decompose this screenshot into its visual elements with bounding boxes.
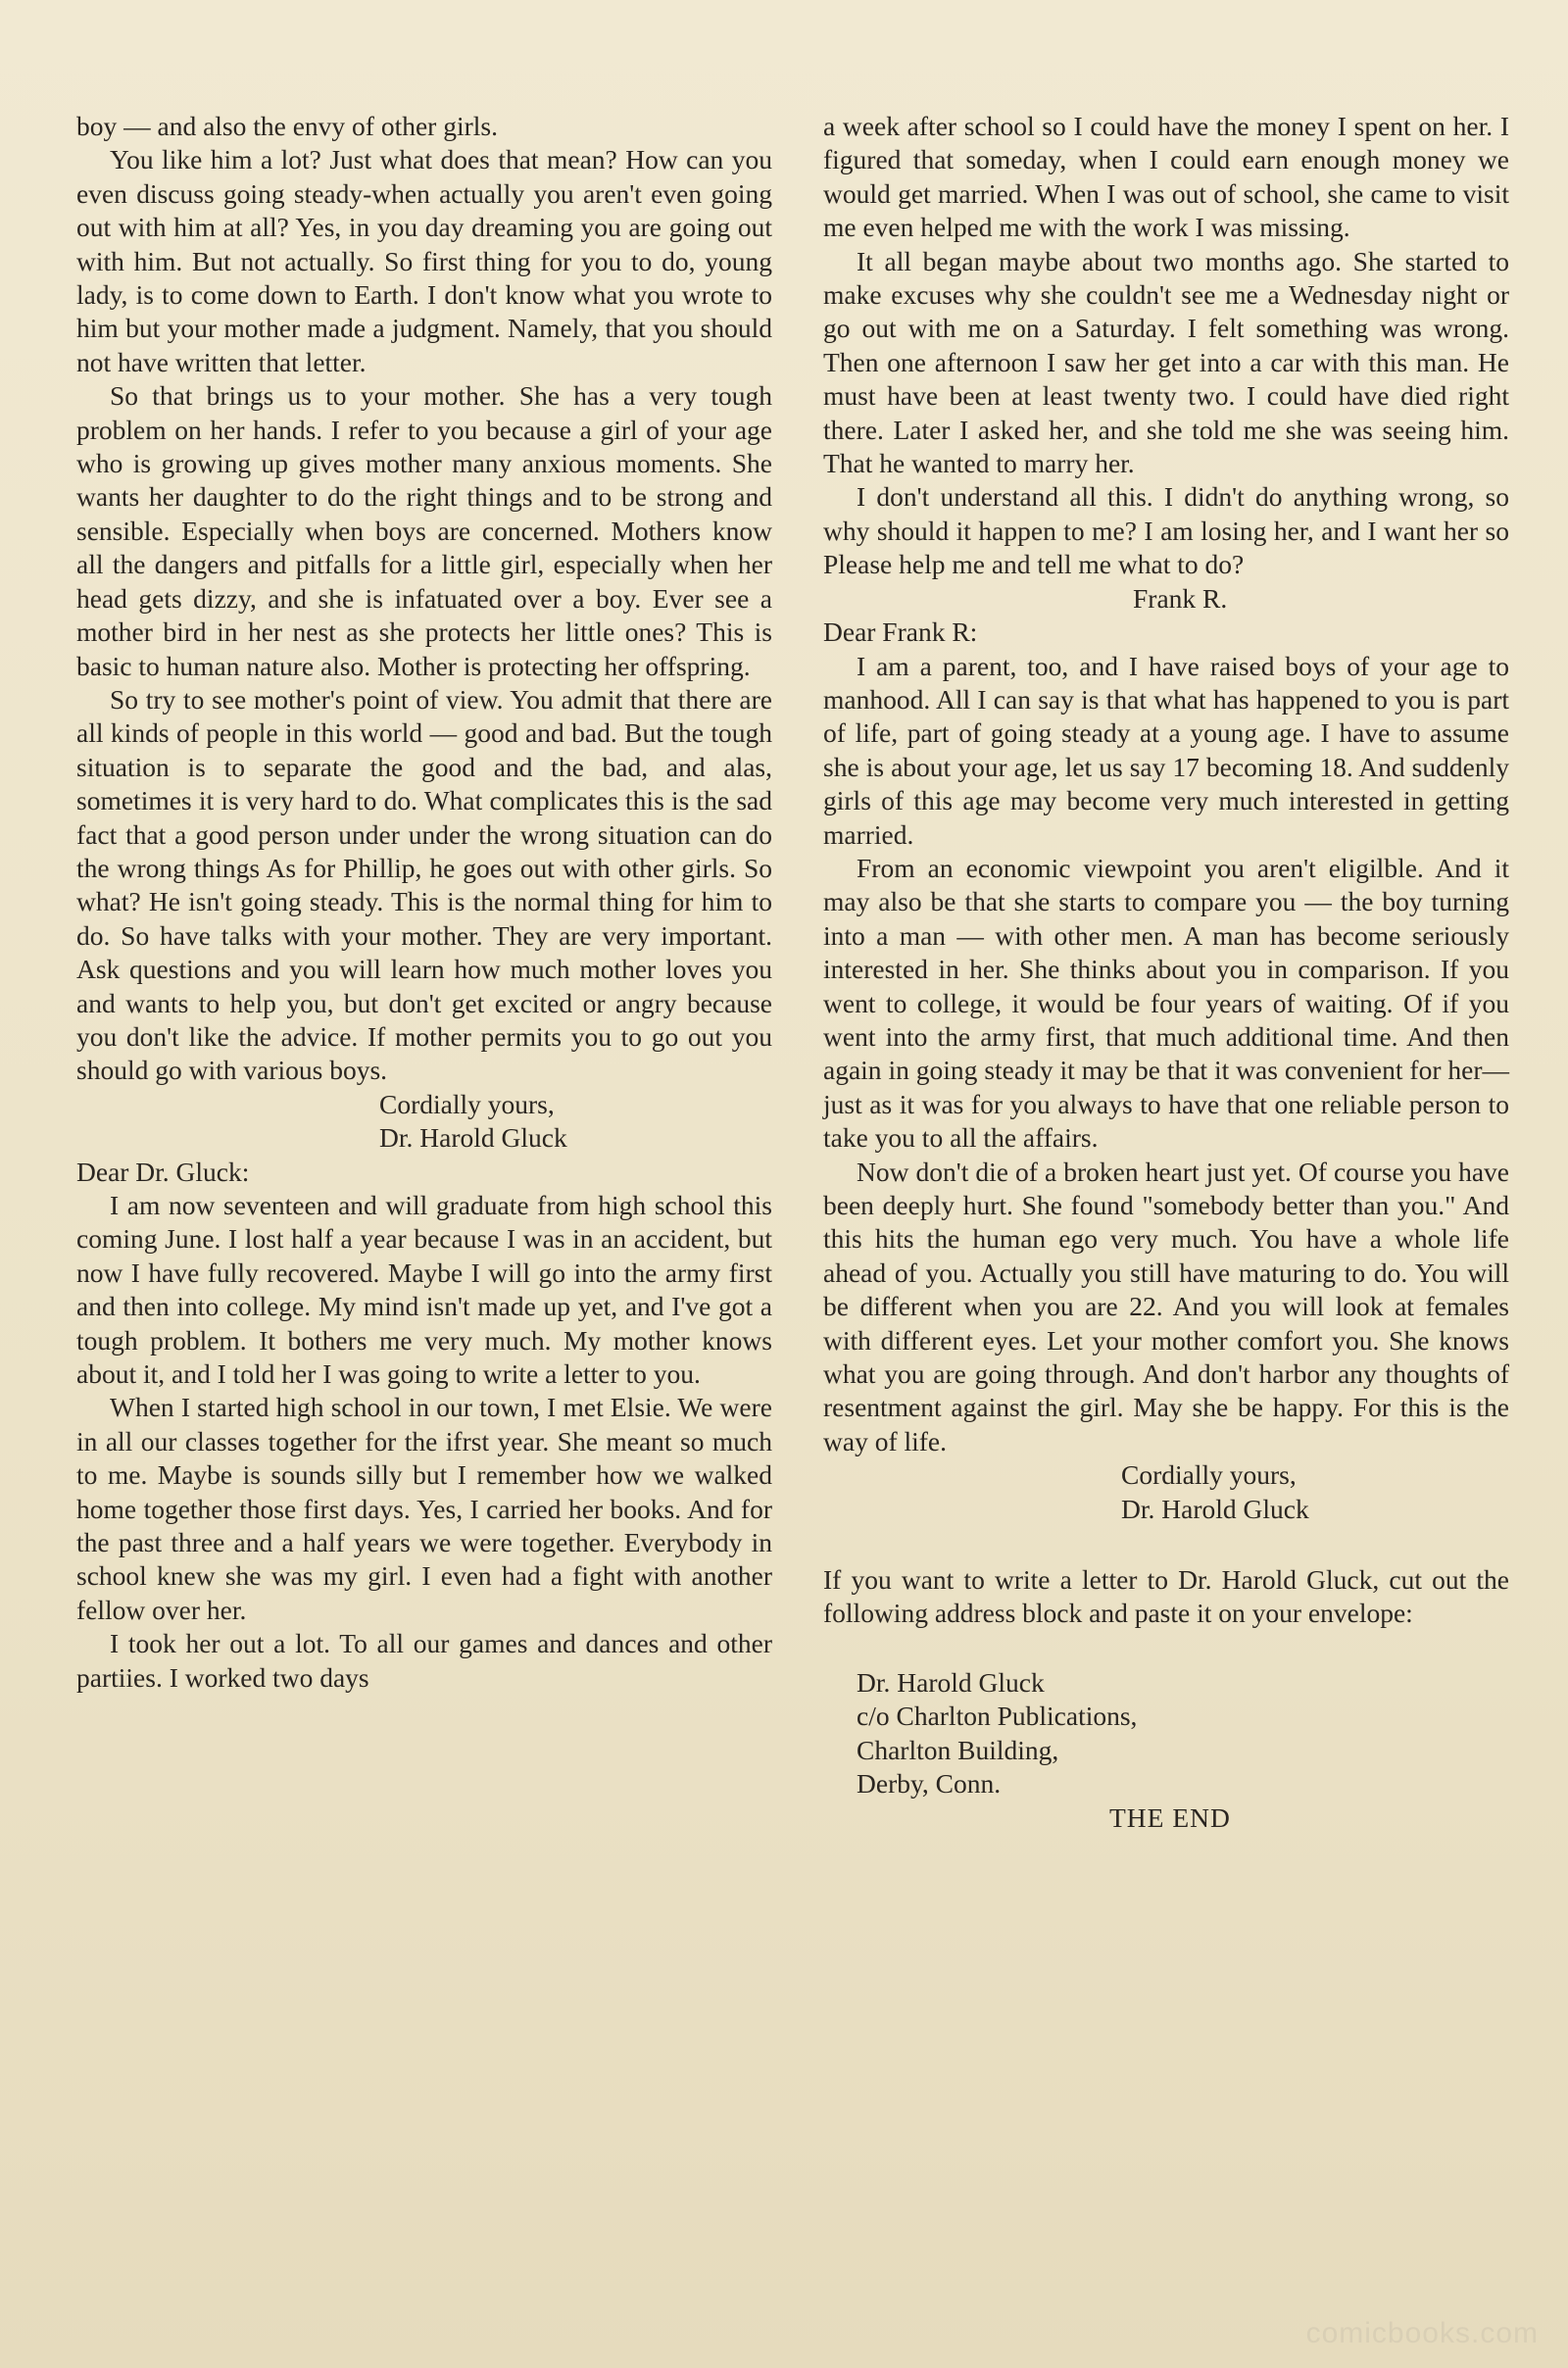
spacer: [823, 1526, 1509, 1563]
paragraph: I took her out a lot. To all our games and dances and other partiies. I worked two days: [76, 1628, 772, 1693]
address-line: Derby, Conn.: [857, 1768, 1002, 1800]
paragraph: So that brings us to your mother. She has a very tough problem on her hands. I refer to you because a girl of your age who is growing up gives mother many anxious moments. She wants her daughter to do the right things and to be strong and sensible. Especially when boys are concerned. Mothers know all the dangers and pitfalls for a little girl, especially when her head gets dizzy, and she is infatuated over a boy. Ever see a mother bird in her nest as she protects her little ones? This is basic to human nature also. Mother is protecting her offspring.: [76, 380, 772, 681]
paragraph: Now don't die of a broken heart just yet. Of course you have been deeply hurt. She found "somebody better than you." And this hits the human ego very much. You have a whole life ahead of you. Actually you still have maturing to do. You will be different when you are 22. And you will look at females with different eyes. Let your mother comfort you. She knows what you are going through. And don't harbor any thoughts of resentment against the girl. May she be happy. For this is the way of life.: [823, 1156, 1509, 1456]
paragraph: So try to see mother's point of view. You admit that there are all kinds of people in this world — good and bad. But the tough situation is to separate the good and the bad, and alas, sometimes it is very hard to do. What complicates this is the sad fact that a good person under under the wrong situation can do the wrong things As for Phillip, he goes out with other girls. So what? He isn't going steady. This is the normal thing for him to do. So have talks with your mother. They are very important. Ask questions and you will learn how much mother loves you and wants to help you, but don't get excited or angry because you don't like the advice. If mother permits you to go out you should go with various boys.: [76, 683, 772, 1086]
paragraph: I don't understand all this. I didn't do anything wrong, so why should it happen to me? I am losing her, and I want her so Please help me and tell me what to do?: [823, 481, 1509, 580]
paragraph: It all began maybe about two months ago. She started to make excuses why she couldn't see me a Wednesday night or go out with me on a Saturday. I felt something was wrong. Then one afternoon I saw her get into a car with this man. He must have been at least twenty two. I could have died right there. Later I asked her, and she told me she was seeing him. That he wanted to marry her.: [823, 245, 1509, 479]
paragraph: I am a parent, too, and I have raised boys of your age to manhood. All I can say is that what has happened to you is part of life, part of going steady at a young age. I have to assume she is about your age, let us say 17 becoming 18. And suddenly girls of this age may become very much interested in getting married.: [823, 650, 1509, 850]
signature: Dr. Harold Gluck: [379, 1122, 567, 1154]
salutation: Dear Dr. Gluck:: [76, 1156, 250, 1187]
address-line: c/o Charlton Publications,: [857, 1701, 1138, 1732]
letter-signoff: Frank R.: [1133, 582, 1228, 614]
salutation: Dear Frank R:: [823, 617, 978, 648]
signature: Dr. Harold Gluck: [1121, 1493, 1309, 1524]
right-column: [823, 110, 1509, 1835]
paragraph: You like him a lot? Just what does that mean? How can you even discuss going steady-when actually you aren't even going out with him at all? Yes, in you day dreaming you are going out with him. But not actually. So first thing for you to do, young lady, is to come down to Earth. I don't know what you wrote to him but your mother made a judgment. Namely, that you should not have written that letter.: [76, 144, 772, 377]
address-line: Dr. Harold Gluck: [857, 1666, 1045, 1698]
instructions: If you want to write a letter to Dr. Harold Gluck, cut out the following address block and paste it on your envelope:: [823, 1564, 1509, 1629]
the-end: THE END: [1109, 1801, 1231, 1833]
watermark: comicbooks.com: [1305, 2317, 1539, 2349]
address-line: Charlton Building,: [857, 1734, 1059, 1765]
closing: Cordially yours,: [379, 1088, 555, 1119]
paragraph: I am now seventeen and will graduate from high school this coming June. I lost half a year because I was in an accident, but now I have fully recovered. Maybe I will go into the army first and then into college. My mind isn't made up yet, and I've got a tough problem. It bothers me very much. My mother knows about it, and I told her I was going to write a letter to you.: [76, 1190, 772, 1390]
paragraph: When I started high school in our town, I met Elsie. We were in all our classes together for the ifrst year. She meant so much to me. Maybe is sounds silly but I remember how we walked home together those first days. Yes, I carried her books. And for the past three and a half years we were together. Everybody in school knew she was my girl. I even had a fight with another fellow over her.: [76, 1392, 772, 1625]
paragraph: From an economic viewpoint you aren't eligilble. And it may also be that she starts to compare you — the boy turning into a man — with other men. A man has become seriously interested in her. She thinks about you in comparison. If you went to college, it would be four years of waiting. Of if you went into the army first, that much additional time. And then again in going steady it may be that it was convenient for her— just as it was for you always to have that one reliable person to take you to all the affairs.: [823, 852, 1509, 1154]
closing: Cordially yours,: [1121, 1459, 1297, 1491]
left-column: [76, 110, 772, 1695]
paragraph: a week after school so I could have the money I spent on her. I figured that someday, when I could earn enough money we would get married. When I was out of school, she came to visit me even helped me with the work I was missing.: [823, 111, 1509, 243]
spacer: [823, 1631, 1509, 1666]
paragraph: boy — and also the envy of other girls.: [76, 111, 498, 141]
